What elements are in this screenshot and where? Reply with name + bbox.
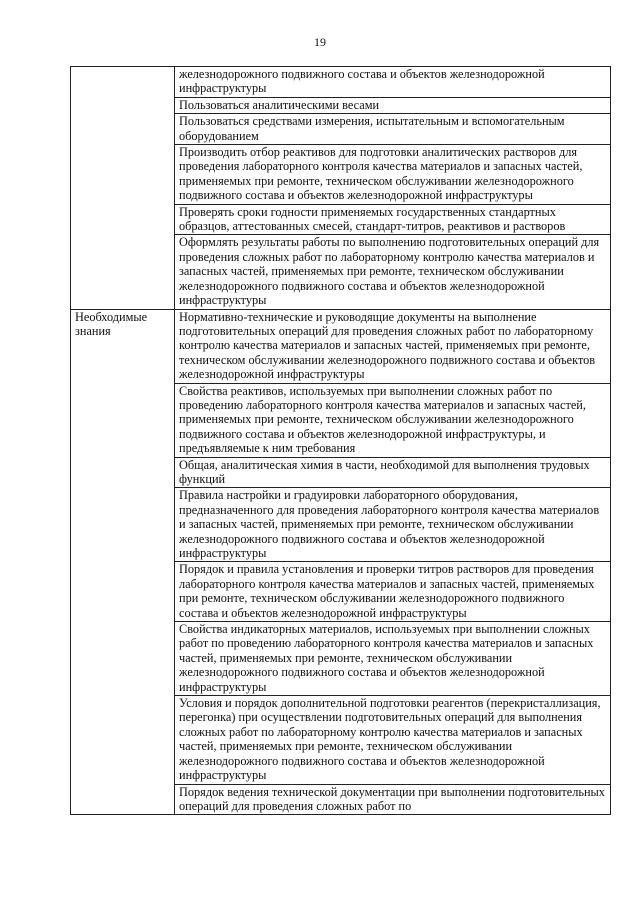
knowledge-item: Свойства реактивов, используемых при выполнении сложных работ по проведению лабораторного контроля качества материалов и запасных частей, применяемых при ремонте, техническом обслуживании железнодорожного подвижного состава и объектов железнодорожной инфраструктуры, и предъявляемые к ним требования [175,383,611,457]
table-row [71,67,611,98]
knowledge-item: Порядок ведения технической документации при выполнении подготовительных операций для проведения сложных работ по [175,784,611,815]
knowledge-item: Порядок и правила установления и проверки титров растворов для проведения лабораторного контроля качества материалов и запасных частей, применяемых при ремонте, техническом обслуживании железнодорожного подвижного состава и объектов железнодорожной инфраструктуры [175,562,611,622]
page-number: 19 [314,35,326,49]
skill-item: Проверять сроки годности применяемых государственных стандартных образцов, аттестованных смесей, стандарт-титров, реактивов и растворов [175,204,611,235]
requirements-table [70,66,611,815]
skill-item: Пользоваться средствами измерения, испытательным и вспомогательным оборудованием [175,114,611,145]
knowledge-item: Общая, аналитическая химия в части, необходимой для выполнения трудовых функций [175,457,611,488]
knowledge-label-cell [71,309,175,815]
knowledge-item: Правила настройки и градуировки лабораторного оборудования, предназначенного для проведения лабораторного контроля качества материалов и запасных частей, применяемых при ремонте, техническом обслуживании железнодорожного подвижного состава и объектов железнодорожной инфраструктуры [175,488,611,562]
knowledge-item: Нормативно-технические и руководящие документы на выполнение подготовительных операций для проведения сложных работ по лабораторному контролю качества материалов и запасных частей, применяемых при ремонте, техническом обслуживании железнодорожного подвижного состава и объектов железнодорожной инфраструктуры [175,309,611,383]
knowledge-item: Условия и порядок дополнительной подготовки реагентов (перекристаллизация, перегонка) при осуществлении подготовительных операций для выполнения сложных работ по лабораторному контролю качества материалов и запасных частей, применяемых при ремонте, техническом обслуживании железнодорожного подвижного состава и объектов железнодорожной инфраструктуры [175,696,611,784]
skill-item: Пользоваться аналитическими весами [175,97,611,113]
table-row [71,309,611,383]
section-label: Необходимые знания [75,309,148,338]
skills-label-cell [71,67,175,310]
skill-item: Оформлять результаты работы по выполнению подготовительных операций для проведения сложных работ по лабораторному контролю качества материалов и запасных частей, применяемых при ремонте, техническом обслуживании железнодорожного подвижного состава и объектов железнодорожной инфраструктуры [175,235,611,309]
skill-item: железнодорожного подвижного состава и объектов железнодорожной инфраструктуры [175,67,611,98]
knowledge-item: Свойства индикаторных материалов, используемых при выполнении сложных работ по проведению лабораторного контроля качества материалов и запасных частей, применяемых при ремонте, техническом обслуживании железнодорожного подвижного состава и объектов железнодорожной инфраструктуры [175,622,611,696]
skill-item: Производить отбор реактивов для подготовки аналитических растворов для проведения лабораторного контроля качества материалов и запасных частей, применяемых при ремонте, техническом обслуживании железнодорожного подвижного состава и объектов железнодорожной инфраструктуры [175,145,611,205]
